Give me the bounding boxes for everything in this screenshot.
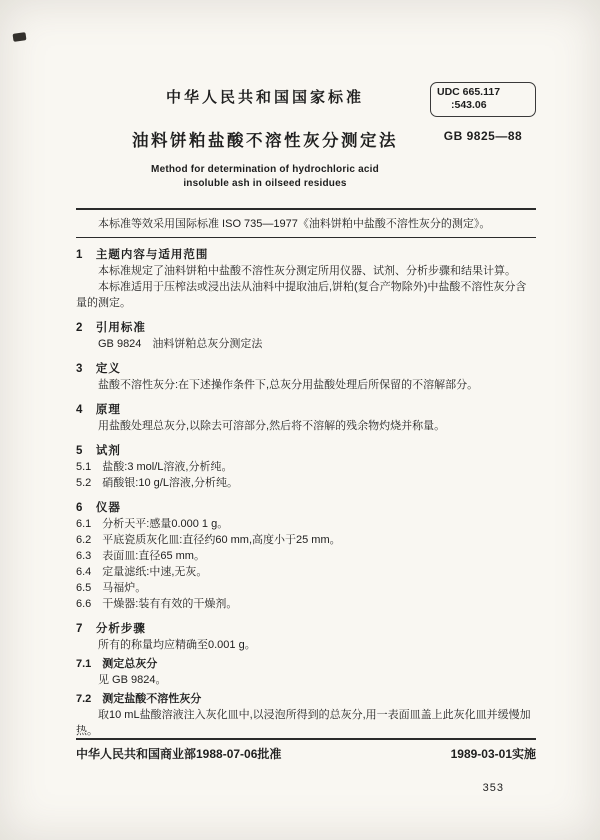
section-6-item-6: 6.6 干燥器:装有有效的干燥剂。 [76,598,238,610]
section-6-item-2: 6.2 平底瓷质灰化皿:直径约60 mm,高度小于25 mm。 [76,534,341,546]
section-5-heading: 5 试剂 [76,445,121,457]
section-7-heading: 7 分析步骤 [76,623,146,635]
approval-note: 中华人民共和国商业部1988-07-06批准 [76,747,282,761]
document-header [76,86,536,208]
section-2-references [76,320,536,352]
section-5-item-2: 5.2 硝酸银:10 g/L溶液,分析纯。 [76,477,238,489]
section-3-heading: 3 定义 [76,363,121,375]
section-4-paragraph-1: 用盐酸处理总灰分,以除去可溶部分,然后将不溶解的残余物灼烧并称量。 [98,420,446,432]
udc-box [430,82,536,117]
divider-under-intro [76,237,536,238]
section-6-apparatus [76,500,536,612]
section-1-scope [76,247,536,311]
divider-top [76,208,536,210]
section-2-paragraph-1: GB 9824 油料饼粕总灰分测定法 [98,338,263,350]
document-footer [76,738,536,762]
header-main [76,86,454,191]
section-6-item-5: 6.5 马福炉。 [76,582,147,594]
section-3-definition [76,361,536,393]
scan-artifact [13,32,27,42]
section-7-paragraph-1: 所有的称量均应精确至0.001 g。 [98,639,256,651]
section-2-heading: 2 引用标准 [76,322,146,334]
english-title-line2: insoluble ash in oilseed residues [183,178,347,189]
standard-label: 中华人民共和国国家标准 [165,89,364,106]
footer-row [76,745,536,762]
implementation-date: 1989-03-01实施 [450,747,536,761]
section-5-reagents [76,443,536,491]
section-7-1-heading: 7.1 测定总灰分 [76,658,158,670]
section-1-paragraph-1: 本标准规定了油料饼粕中盐酸不溶性灰分测定所用仪器、试剂、分析步骤和结果计算。 [98,265,516,277]
section-1-heading: 1 主题内容与适用范围 [76,249,209,261]
section-7-2-paragraph: 取10 mL盐酸溶液注入灰化皿中,以浸泡所得到的总灰分,用一表面皿盖上此灰化皿并缓慢加热。 [76,709,531,737]
standard-number: GB 9825—88 [443,129,523,143]
section-4-principle [76,402,536,434]
section-6-item-3: 6.3 表面皿:直径65 mm。 [76,550,205,562]
section-1-paragraph-2: 本标准适用于压榨法或浸出法从油料中提取油后,饼粕(复合产物除外)中盐酸不溶性灰分含量的测定。 [76,281,527,309]
page-number: 353 [482,782,504,794]
section-7-1-paragraph: 见 GB 9824。 [98,674,167,686]
section-7-procedure [76,621,536,739]
section-6-item-4: 6.4 定量滤纸:中速,无灰。 [76,566,208,578]
english-title [76,163,454,191]
section-3-paragraph-1: 盐酸不溶性灰分:在下述操作条件下,总灰分用盐酸处理后所保留的不溶解部分。 [98,379,479,391]
section-5-item-1: 5.1 盐酸:3 mol/L溶液,分析纯。 [76,461,233,473]
standard-codes [430,82,536,143]
standard-title: 油料饼粕盐酸不溶性灰分测定法 [132,132,398,150]
section-6-heading: 6 仪器 [76,502,121,514]
udc-line1: UDC 665.117 [437,86,501,98]
intro-paragraph: 本标准等效采用国际标准 ISO 735—1977《油料饼粕中盐酸不溶性灰分的测定》。 [98,218,491,230]
section-6-item-1: 6.1 分析天平:感量0.000 1 g。 [76,518,229,530]
section-4-heading: 4 原理 [76,404,121,416]
section-7-2-heading: 7.2 测定盐酸不溶性灰分 [76,693,202,705]
udc-line2: :543.06 [451,99,487,111]
divider-footer [76,738,536,740]
english-title-line1: Method for determination of hydrochloric acid [151,164,379,175]
